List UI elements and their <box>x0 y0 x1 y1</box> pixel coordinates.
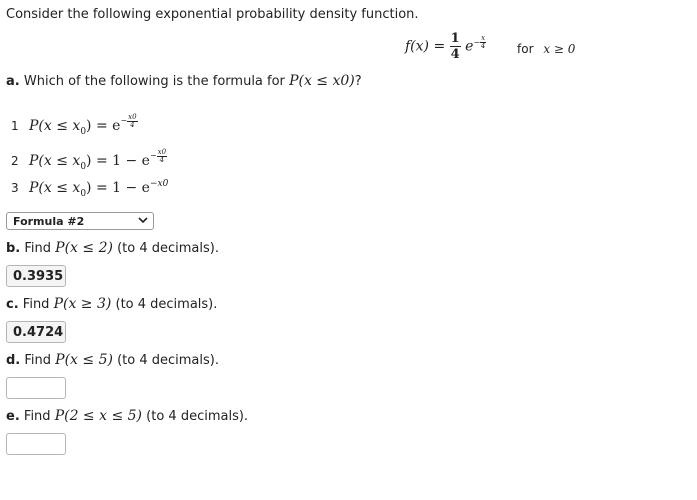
part-b-suffix: (to 4 decimals). <box>117 241 219 256</box>
option-2-exp-den: 4 <box>159 155 165 164</box>
option-3-rhs: ) = 1 − e <box>86 180 150 196</box>
option-3-exponent: −x0 <box>149 179 169 189</box>
part-b-text: Find <box>24 241 52 256</box>
option-1-exp-den: 4 <box>130 120 135 129</box>
part-a-text: Which of the following is the formula for <box>23 74 285 89</box>
part-a-label: a. <box>6 74 20 89</box>
option-1-lhs: P(x ≤ x <box>29 118 81 134</box>
part-e-answer-input[interactable] <box>6 433 66 455</box>
pdf-exp-num: x <box>481 34 486 42</box>
pdf-formula <box>405 32 486 61</box>
part-c-suffix: (to 4 decimals). <box>115 297 218 312</box>
option-3-number: 3 <box>11 181 19 195</box>
option-2 <box>11 147 167 172</box>
part-c-text: Find <box>22 297 50 312</box>
option-1-exp-sign: − <box>120 116 128 125</box>
part-b-expr: P(x ≤ 2) <box>55 240 113 256</box>
option-3-lhs: P(x ≤ x <box>29 180 81 196</box>
option-1-exp-num: x0 <box>128 112 137 121</box>
option-2-number: 2 <box>11 154 19 168</box>
chevron-down-icon <box>138 214 148 229</box>
option-1-exponent <box>120 112 137 129</box>
part-d-question <box>6 352 219 368</box>
part-b-answer-input[interactable]: 0.3935 <box>6 265 66 287</box>
part-e-text: Find <box>23 409 51 424</box>
part-a-expr: P(x ≤ x0) <box>289 73 355 89</box>
part-d-expr: P(x ≤ 5) <box>55 352 113 368</box>
option-2-exponent <box>149 147 167 164</box>
intro-text: Consider the following exponential probability density function. <box>6 7 419 22</box>
pdf-exp-sign: − <box>473 37 481 47</box>
option-3 <box>11 180 168 199</box>
pdf-base: e <box>465 38 474 55</box>
formula-select[interactable] <box>6 212 154 230</box>
option-1-rhs: ) = e <box>86 118 121 134</box>
part-c-expr: P(x ≥ 3) <box>53 296 112 312</box>
option-2-exp-sign: − <box>149 151 157 160</box>
part-e-label: e. <box>6 409 20 424</box>
part-d-label: d. <box>6 353 21 368</box>
part-d-text: Find <box>24 353 52 368</box>
pdf-exp-frac <box>480 35 486 50</box>
part-e-expr: P(2 ≤ x ≤ 5) <box>54 408 143 424</box>
option-3-sub: 0 <box>80 188 87 199</box>
pdf-exponent <box>473 34 486 50</box>
option-2-sub: 0 <box>80 161 87 172</box>
pdf-coefficient <box>450 32 461 61</box>
part-d-answer-input[interactable] <box>6 377 66 399</box>
condition-expr: x ≥ 0 <box>543 42 576 56</box>
part-a-qmark: ? <box>354 74 362 89</box>
pdf-coef-num: 1 <box>450 31 460 46</box>
part-c-question <box>6 296 217 312</box>
option-1-sub: 0 <box>80 126 87 137</box>
option-1 <box>11 112 138 137</box>
option-2-lhs: P(x ≤ x <box>29 153 81 169</box>
part-e-suffix: (to 4 decimals). <box>146 409 249 424</box>
part-c-label: c. <box>6 297 19 312</box>
part-c-answer-input[interactable]: 0.4724 <box>6 321 66 343</box>
pdf-condition <box>517 42 575 56</box>
pdf-coef-den: 4 <box>450 47 460 62</box>
option-1-exp-frac <box>127 114 137 129</box>
part-b-question <box>6 240 219 256</box>
option-2-rhs: ) = 1 − e <box>86 153 150 169</box>
option-2-exp-num: x0 <box>157 147 167 156</box>
part-a-question <box>6 73 362 89</box>
part-e-question <box>6 408 248 424</box>
pdf-lhs: f(x) = <box>405 38 450 55</box>
option-1-number: 1 <box>11 119 19 133</box>
formula-select-value: Formula #2 <box>13 215 85 228</box>
part-b-label: b. <box>6 241 21 256</box>
condition-label: for <box>517 42 534 56</box>
pdf-exp-den: 4 <box>480 42 486 50</box>
part-d-suffix: (to 4 decimals). <box>117 353 219 368</box>
option-2-exp-frac <box>157 149 167 164</box>
